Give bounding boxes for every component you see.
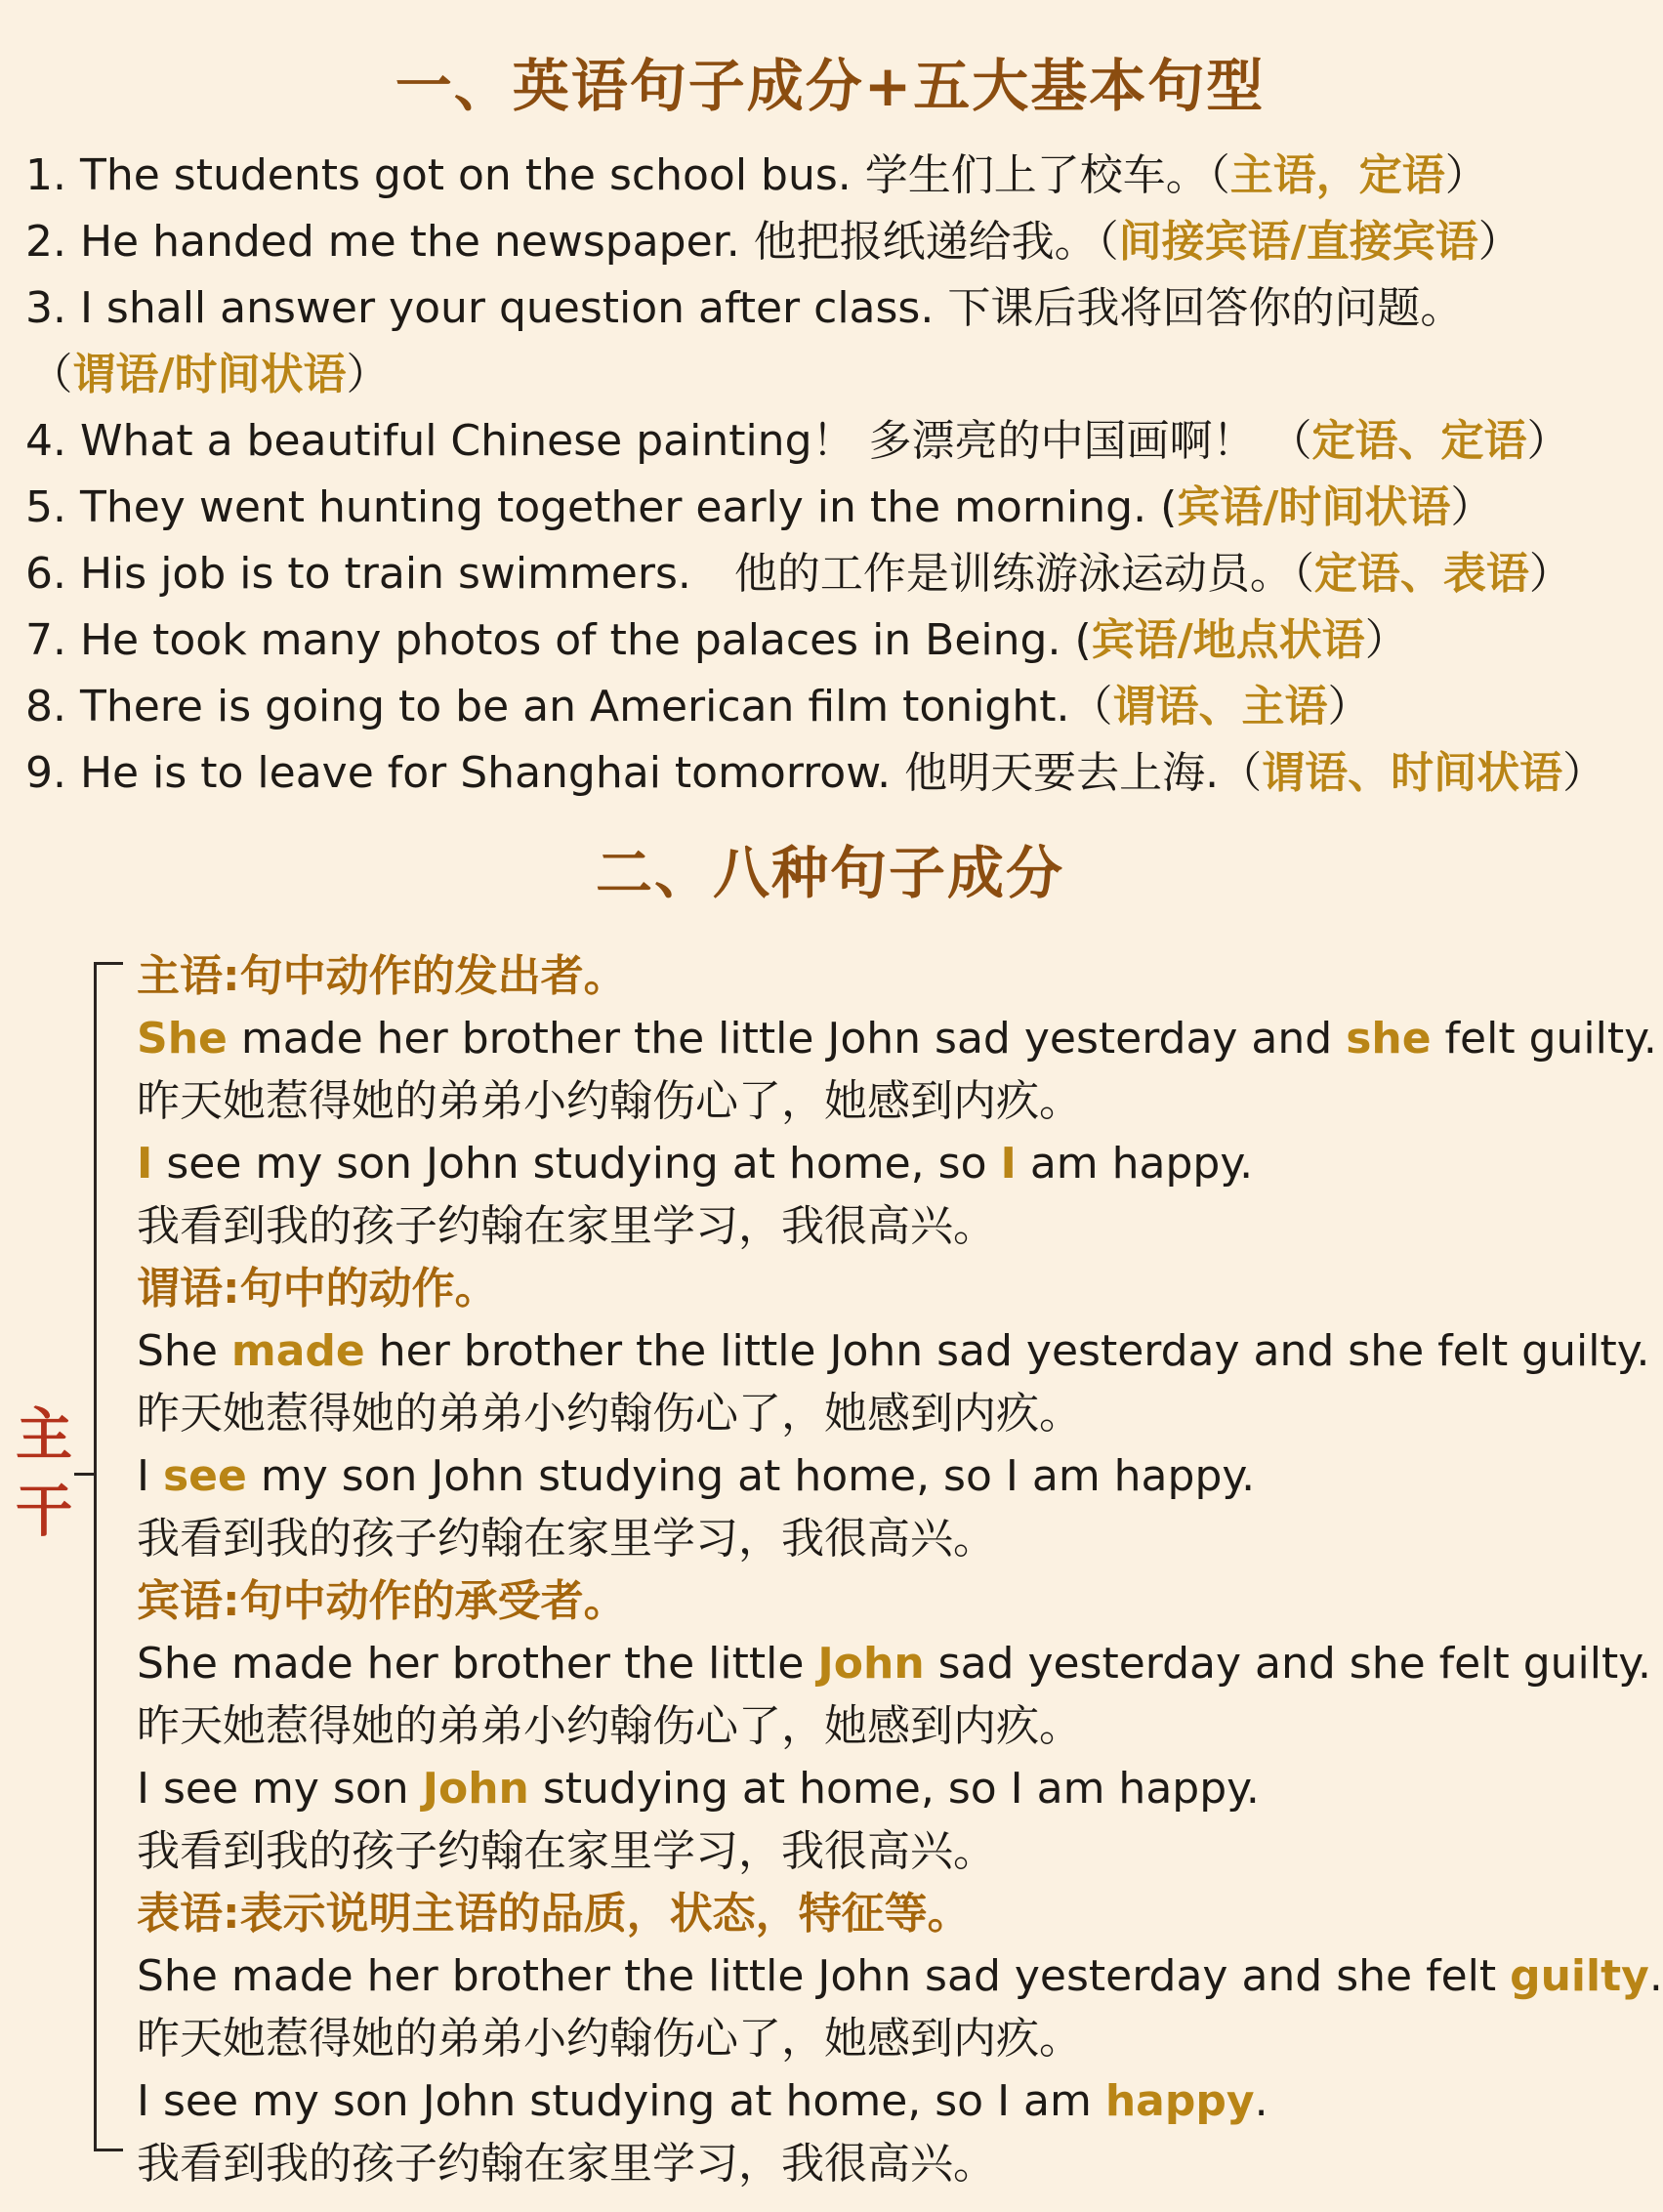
- example-sentence: I see my son John studying at home, so I am happy.: [137, 2076, 1268, 2126]
- component-label: 谓语、时间状语: [1262, 748, 1563, 798]
- highlighted-word: see: [162, 1451, 247, 1501]
- example-sentence: She made her brother the little John sad yesterday and she felt guilty.: [137, 1326, 1650, 1376]
- highlighted-word: John: [817, 1639, 925, 1689]
- component-heading: 表语:表示说明主语的品质，状态，特征等。: [137, 1889, 971, 1939]
- component-label: 谓语、主语: [1112, 682, 1328, 731]
- highlighted-word: John: [422, 1764, 529, 1814]
- example-list: [25, 143, 1646, 807]
- translation: 昨天她惹得她的弟弟小约翰伤心了，她感到内疚。: [137, 1389, 1082, 1439]
- section1-title: 一、英语句子成分+五大基本句型: [395, 53, 1266, 119]
- component-label: 定语、定语: [1311, 416, 1527, 466]
- highlighted-word: made: [230, 1326, 365, 1376]
- component-label: 间接宾语/直接宾语: [1118, 217, 1478, 267]
- list-item: 7. He took many photos of the palaces in Being. (宾语/地点状语）: [25, 615, 1408, 665]
- highlighted-word: happy: [1104, 2076, 1255, 2126]
- translation: 我看到我的孩子约翰在家里学习，我很高兴。: [137, 2139, 996, 2189]
- highlighted-word: guilty: [1510, 1951, 1649, 2001]
- example-sentence: I see my son John studying at home, so I am happy.: [137, 1139, 1254, 1189]
- translation: 我看到我的孩子约翰在家里学习，我很高兴。: [137, 1826, 996, 1876]
- component-label: 宾语/时间状语: [1177, 482, 1451, 532]
- list-item: 9. He is to leave for Shanghai tomorrow. 他明天要去上海.（谓语、时间状语）: [25, 748, 1606, 798]
- list-item: 8. There is going to be an American film tonight.（谓语、主语）: [25, 682, 1371, 731]
- translation: 我看到我的孩子约翰在家里学习，我很高兴。: [137, 1201, 996, 1251]
- highlighted-word: I: [137, 1139, 153, 1189]
- example-sentence: She made her brother the little John sad yesterday and she felt guilty.: [137, 1639, 1651, 1689]
- list-item: 5. They went hunting together early in the morning. (宾语/时间状语）: [25, 482, 1494, 532]
- section2-title: 二、八种句子成分: [595, 840, 1064, 906]
- example-sentence: She made her brother the little John sad yesterday and she felt guilty.: [137, 1014, 1657, 1064]
- list-item-continuation: （谓语/时间状语）: [29, 350, 390, 399]
- list-item: 4. What a beautiful Chinese painting！ 多漂亮的中国画啊！ （定语、定语）: [25, 416, 1570, 466]
- translation: 昨天她惹得她的弟弟小约翰伤心了，她感到内疚。: [137, 1701, 1082, 1751]
- example-sentence: She made her brother the little John sad yesterday and she felt guilty.: [137, 1951, 1663, 2001]
- highlighted-word: she: [1346, 1014, 1432, 1064]
- sentence-components: [137, 945, 1663, 2195]
- component-label: 宾语/地点状语: [1091, 615, 1365, 665]
- list-item: 2. He handed me the newspaper. 他把报纸递给我。（间接宾语/直接宾语）: [25, 217, 1521, 267]
- component-heading: 宾语:句中动作的承受者。: [137, 1576, 627, 1626]
- highlighted-word: She: [137, 1014, 228, 1064]
- list-item: 6. His job is to train swimmers. 他的工作是训练游泳运动员。（定语、表语）: [25, 549, 1572, 599]
- component-heading: 主语:句中动作的发出者。: [137, 951, 627, 1001]
- trunk-bracket-tick: [74, 1473, 96, 1476]
- trunk-label: 主 干: [15, 1401, 72, 1544]
- component-label: 主语，定语: [1229, 150, 1445, 200]
- translation: 昨天她惹得她的弟弟小约翰伤心了，她感到内疚。: [137, 1076, 1082, 1126]
- component-label: 定语、表语: [1313, 549, 1529, 599]
- list-item: 3. I shall answer your question after class. 下课后我将回答你的问题。: [25, 283, 1464, 333]
- highlighted-word: I: [1000, 1139, 1017, 1189]
- example-sentence: I see my son John studying at home, so I am happy.: [137, 1451, 1256, 1501]
- trunk-bracket: [94, 962, 123, 2151]
- component-heading: 谓语:句中的动作。: [137, 1264, 498, 1314]
- translation: 昨天她惹得她的弟弟小约翰伤心了，她感到内疚。: [137, 2014, 1082, 2064]
- translation: 我看到我的孩子约翰在家里学习，我很高兴。: [137, 1514, 996, 1564]
- example-sentence: I see my son John studying at home, so I am happy.: [137, 1764, 1260, 1814]
- component-label: 谓语/时间状语: [72, 350, 347, 399]
- list-item: 1. The students got on the school bus. 学生们上了校车。（主语，定语）: [25, 150, 1488, 200]
